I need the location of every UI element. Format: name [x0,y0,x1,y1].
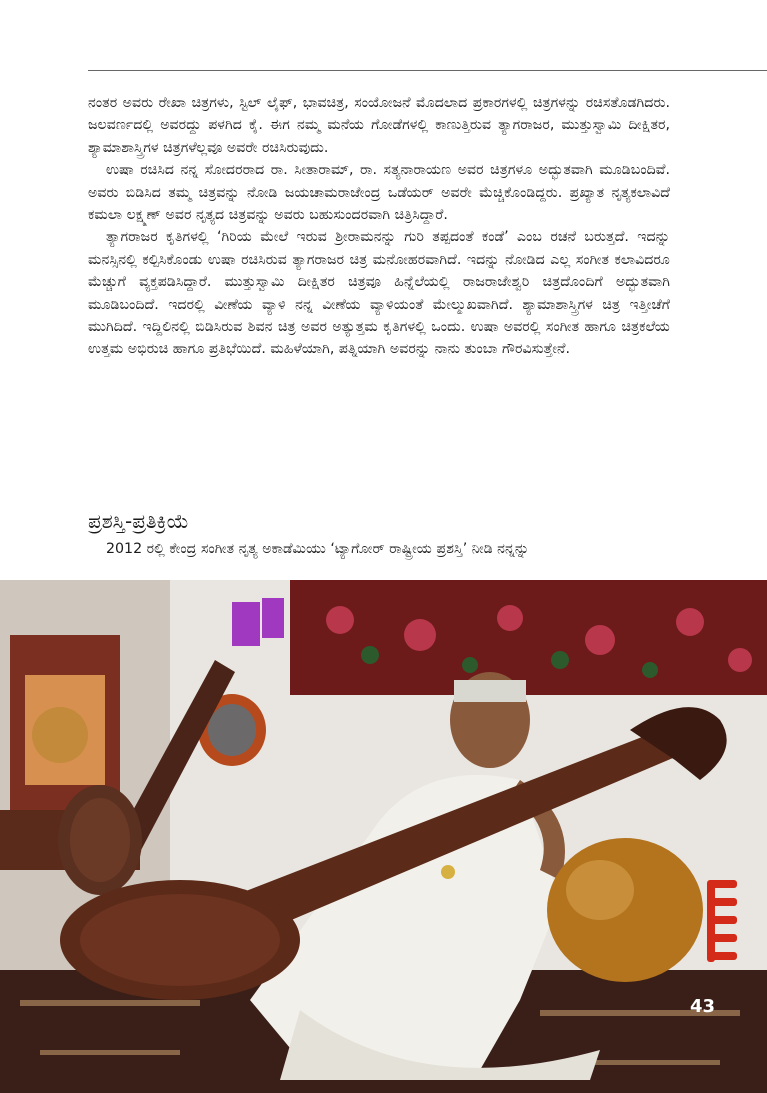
section-heading: ಪ್ರಶಸ್ತಿ-ಪ್ರತಿಕ್ರಿಯೆ [88,509,189,533]
section-paragraph: 2012 ರಲ್ಲಿ ಕೇಂದ್ರ ಸಂಗೀತ ನೃತ್ಯ ಅಕಾಡೆಮಿಯು ‘ಟ್ಯಾಗೋರ್ ರಾಷ್ಟ್ರೀಯ ಪ್ರಶಸ್ತಿ’ ನೀಡಿ ನನ್ನನ್ನು [106,541,530,557]
paragraph-3: ತ್ಯಾಗರಾಜರ ಕೃತಿಗಳಲ್ಲಿ ‘ಗಿರಿಯ ಮೇಲೆ ಇರುವ ಶ್ರೀರಾಮನನ್ನು ಗುರಿ ತಪ್ಪದಂತೆ ಕಂಡೆ’ ಎಂಬ ರಚನೆ ಬರುತ್ತದೆ. ಇದನ್ನು ಮನಸ್ಸಿನಲ್ಲಿ ಕಲ್ಪಿಸಿಕೊಂಡು ಉಷಾ ರಚಿಸಿರುವ ತ್ಯಾಗರಾಜರ ಚಿತ್ರ ಮನೋಹರವಾಗಿದೆ. ಇದನ್ನು ನೋಡಿದ ಎಲ್ಲ ಸಂಗೀತ ಕಲಾವಿದರೂ ಮೆಚ್ಚುಗೆ ವ್ಯಕ್ತಪಡಿಸಿದ್ದಾರೆ. ಮುತ್ತುಸ್ವಾಮಿ ದೀಕ್ಷಿತರ ಚಿತ್ರವೂ ಹಿನ್ನೆಲೆಯಲ್ಲಿ ರಾಜರಾಜೇಶ್ವರಿ ಚಿತ್ರದೊಂದಿಗೆ ಅದ್ಭುತವಾಗಿ ಮೂಡಿಬಂದಿದೆ. ಇದರಲ್ಲಿ ವೀಣೆಯ ವ್ಯಾಳಿ ನನ್ನ ವೀಣೆಯ ವ್ಯಾಳಿಯಂತೆ ಮೇಲ್ಮುಖವಾಗಿದೆ. ಶ್ಯಾಮಾಶಾಸ್ತ್ರಿಗಳ ಚಿತ್ರ ಇತ್ತೀಚೆಗೆ ಮುಗಿದಿದೆ. ಇದ್ದಿಲಿನಲ್ಲಿ ಬಿಡಿಸಿರುವ ಶಿವನ ಚಿತ್ರ ಅವರ ಅತ್ಯುತ್ತಮ ಕೃತಿಗಳಲ್ಲಿ ಒಂದು. ಉಷಾ ಅವರಲ್ಲಿ ಸಂಗೀತ ಹಾಗೂ ಚಿತ್ರಕಲೆಯ ಉತ್ತಮ ಅಭಿರುಚಿ ಹಾಗೂ ಪ್ರತಿಭೆಯಿದೆ. ಮಹಿಳೆಯಾಗಿ, ಪತ್ನಿಯಾಗಿ ಅವರನ್ನು ನಾನು ತುಂಬಾ ಗೌರವಿಸುತ್ತೇನೆ. [88,229,670,358]
magazine-logo [703,840,743,980]
paragraph-2: ಉಷಾ ರಚಿಸಿದ ನನ್ನ ಸೋದರರಾದ ರಾ. ಸೀತಾರಾಮ್, ರಾ. ಸತ್ಯನಾರಾಯಣ ಅವರ ಚಿತ್ರಗಳೂ ಅದ್ಭುತವಾಗಿ ಮೂಡಿಬಂದಿವೆ. ಅವರು ಬಿಡಿಸಿದ ತಮ್ಮ ಚಿತ್ರವನ್ನು ನೋಡಿ ಜಯಚಾಮರಾಜೇಂದ್ರ ಒಡೆಯರ್ ಅವರೇ ಮೆಚ್ಚಿಕೊಂಡಿದ್ದರು. ಪ್ರಖ್ಯಾತ ನೃತ್ಯಕಲಾವಿದೆ ಕಮಲಾ ಲಕ್ಷ್ಮಣ್ ಅವರ ನೃತ್ಯದ ಚಿತ್ರವನ್ನು ಅವರು ಬಹುಸುಂದರವಾಗಿ ಚಿತ್ರಿಸಿದ್ದಾರೆ. [88,162,670,224]
page-number: 43 [690,996,716,1017]
paragraph-1: ನಂತರ ಅವರು ರೇಖಾ ಚಿತ್ರಗಳು, ಸ್ಟಿಲ್ ಲೈಫ್, ಭಾವಚಿತ್ರ, ಸಂಯೋಜನೆ ಮೊದಲಾದ ಪ್ರಕಾರಗಳಲ್ಲಿ ಚಿತ್ರಗಳನ್ನು ರಚಿಸತೊಡಗಿದರು. ಜಲವರ್ಣದಲ್ಲಿ ಅವರದ್ದು ಪಳಗಿದ ಕೈ. ಈಗ ನಮ್ಮ ಮನೆಯ ಗೋಡೆಗಳಲ್ಲಿ ಕಾಣುತ್ತಿರುವ ತ್ಯಾಗರಾಜರ, ಮುತ್ತುಸ್ವಾಮಿ ದೀಕ್ಷಿತರ, ಶ್ಯಾಮಾಶಾಸ್ತ್ರಿಗಳ ಚಿತ್ರಗಳೆಲ್ಲವೂ ಅವರೇ ರಚಿಸಿರುವುದು. [88,95,670,156]
top-rule [88,70,767,71]
veena-photo [0,580,767,1093]
article-body [88,92,670,361]
